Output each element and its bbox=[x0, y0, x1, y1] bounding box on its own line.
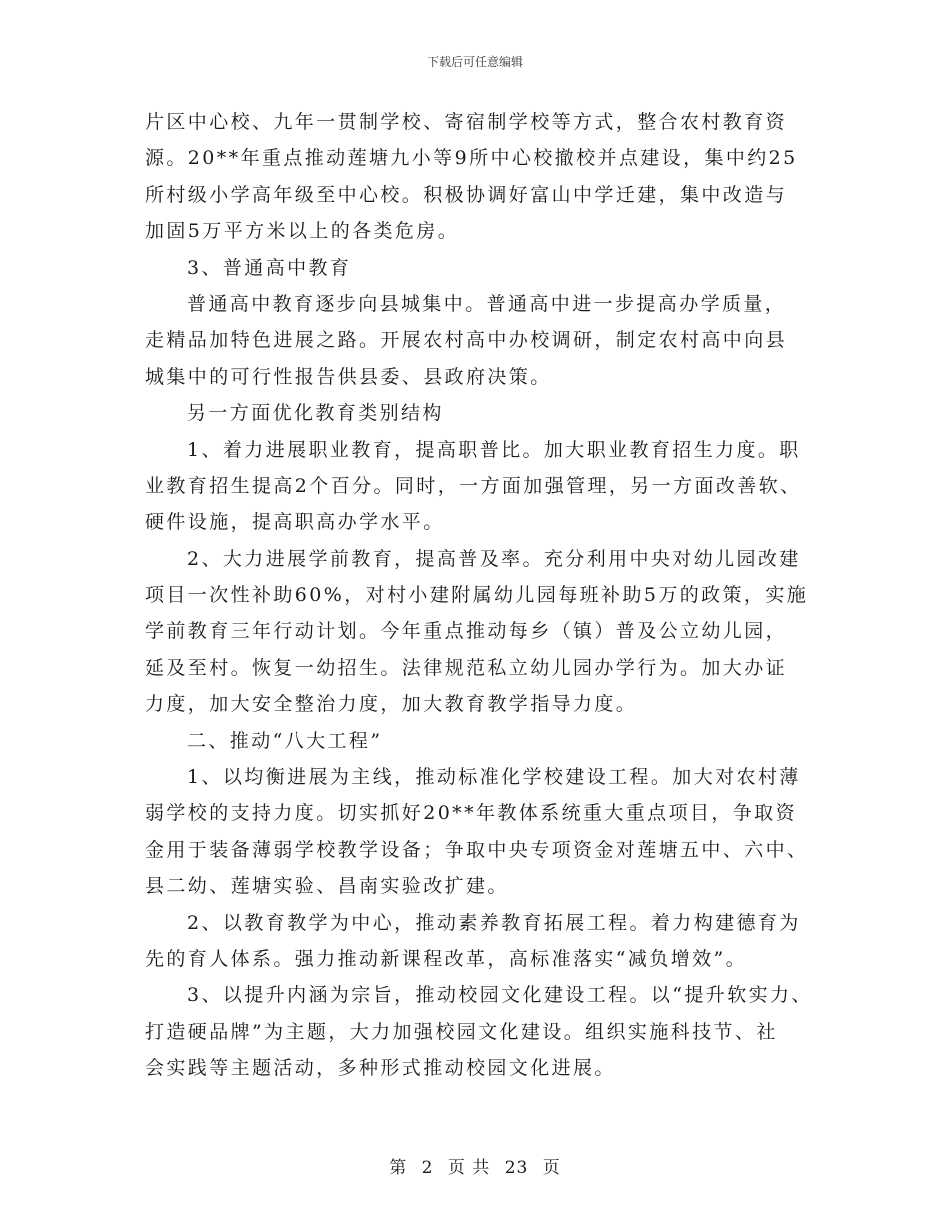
text-line: 项目一次性补助60%，对村小建附属幼儿园每班补助5万的政策，实施 bbox=[145, 584, 809, 607]
page-header bbox=[0, 53, 950, 70]
text-line: 城集中的可行性报告供县委、县政府决策。 bbox=[145, 365, 552, 388]
text-line: 力度，加大安全整治力度，加大教育教学指导力度。 bbox=[145, 693, 638, 716]
text-line: 打造硬品牌”为主题，大力加强校园文化建设。组织实施科技节、社 bbox=[145, 1020, 778, 1043]
page-label-prefix: 第 bbox=[389, 1158, 408, 1178]
page-footer bbox=[0, 1153, 950, 1178]
text-line: 会实践等主题活动，多种形式推动校园文化进展。 bbox=[145, 1057, 616, 1080]
total-pages: 23 bbox=[504, 1158, 529, 1178]
text-line: 片区中心校、九年一贯制学校、寄宿制学校等方式，整合农村教育资 bbox=[145, 111, 788, 133]
text-line: 加固5万平方米以上的各类危房。 bbox=[145, 220, 460, 243]
text-line: 1、着力进展职业教育，提高职普比。加大职业教育招生力度。职 bbox=[187, 438, 801, 461]
section-heading: 二、推动“八大工程” bbox=[187, 729, 383, 752]
text-line: 硬件设施，提高职高办学水平。 bbox=[145, 511, 445, 534]
text-line: 2、大力进展学前教育，提高普及率。充分利用中央对幼儿园改建 bbox=[187, 547, 801, 570]
text-line: 延及至村。恢复一幼招生。法律规范私立幼儿园办学行为。加大办证 bbox=[145, 656, 788, 679]
text-line: 学前教育三年行动计划。今年重点推动每乡（镇）普及公立幼儿园， bbox=[145, 620, 788, 643]
text-line: 金用于装备薄弱学校教学设备；争取中央专项资金对莲塘五中、六中、 bbox=[145, 838, 809, 861]
text-line: 3、以提升内涵为宗旨，推动校园文化建设工程。以“提升软实力、 bbox=[187, 984, 813, 1007]
text-line: 普通高中教育逐步向县城集中。普通高中进一步提高办学质量， bbox=[187, 292, 787, 315]
document-body bbox=[145, 104, 825, 1087]
section-heading: 3、普通高中教育 bbox=[187, 256, 352, 279]
text-line: 源。20**年重点推动莲塘九小等9所中心校撤校并点建设，集中约25 bbox=[145, 147, 798, 170]
text-line: 1、以均衡进展为主线，推动标准化学校建设工程。加大对农村薄 bbox=[187, 766, 801, 789]
page-label-suffix: 页 bbox=[542, 1158, 561, 1178]
text-line: 县二幼、莲塘实验、昌南实验改扩建。 bbox=[145, 875, 509, 898]
page-label-mid: 页 共 bbox=[447, 1158, 491, 1178]
text-line: 所村级小学高年级至中心校。积极协调好富山中学迁建，集中改造与 bbox=[145, 183, 788, 206]
page-number: 2 bbox=[421, 1158, 434, 1178]
text-line: 2、以教育教学为中心，推动素养教育拓展工程。着力构建德育为 bbox=[187, 911, 801, 934]
text-line: 先的育人体系。强力推动新课程改革，高标准落实“减负增效”。 bbox=[145, 947, 748, 970]
text-line: 业教育招生提高2个百分。同时，一方面加强管理，另一方面改善软、 bbox=[145, 474, 802, 497]
text-line: 走精品加特色进展之路。开展农村高中办校调研，制定农村高中向县 bbox=[145, 329, 788, 352]
text-line: 弱学校的支持力度。切实抓好20**年教体系统重大重点项目，争取资 bbox=[145, 802, 797, 825]
header-text: 下载后可任意编辑 bbox=[426, 55, 523, 69]
section-heading: 另一方面优化教育类别结构 bbox=[187, 402, 444, 425]
